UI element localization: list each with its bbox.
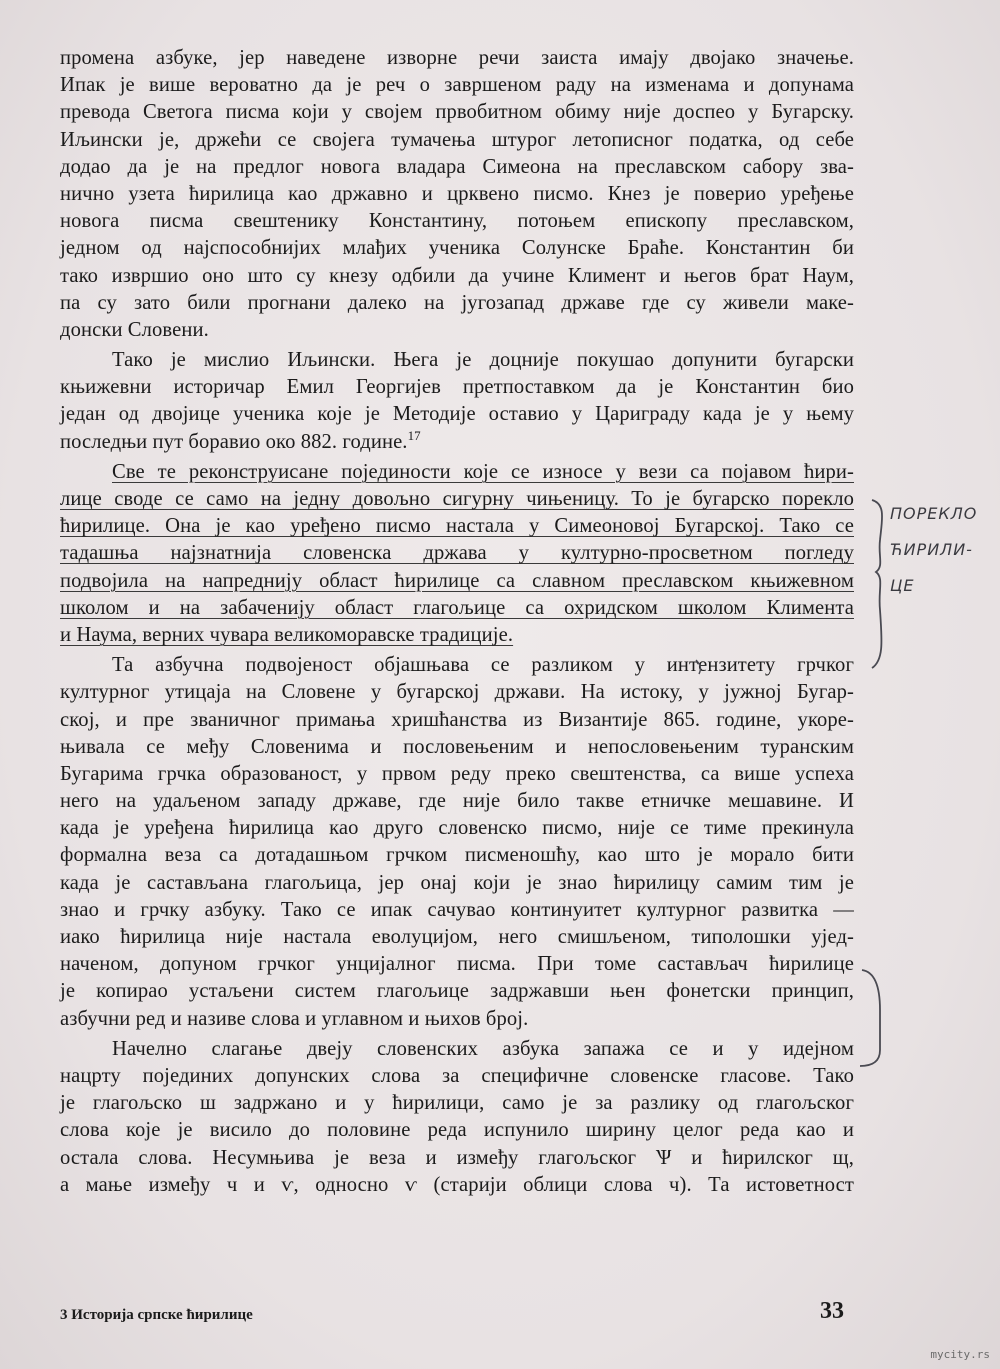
- paragraph-5: [60, 1036, 854, 1199]
- text-line: један од двојице ученика које је Методије оставио у Цариграду када је у њему: [60, 403, 854, 426]
- text-line: школом и на забаченију област глагољице са охридском школом Климента: [60, 596, 854, 619]
- text-line: и Наума, верних чувара великоморавске традиције.: [60, 623, 514, 646]
- text-line: слова које је висило до половине реда испунило ширину целог реда као и: [60, 1119, 854, 1142]
- margin-note-line: ПОРЕКЛО: [890, 504, 978, 523]
- paragraph-2: [60, 347, 854, 456]
- text-line: једном од најспособнијих млађих ученика Солунске Браће. Константин би: [60, 237, 854, 260]
- text-line: њивала се међу Словенима и пословењеним и непословењеним туранским: [60, 735, 854, 758]
- text-line: тадашња најзнатнија словенска држава у културно-просветном погледу: [60, 542, 854, 565]
- text-line: је глагољско ш задржано и у ћирилици, само је за разлику од глагољског: [60, 1092, 854, 1115]
- text-line: књижевни историчар Емил Георгијев претпоставком да је Константин био: [60, 376, 854, 399]
- watermark: mycity.rs: [930, 1348, 990, 1361]
- text-line: Тако је мислио Иљински. Њега је доцније покушао допунити бугарски: [112, 349, 854, 372]
- text-line: тако извршио оно што су кнезу одбили да учине Климент и његов брат Наум,: [60, 264, 854, 287]
- page-number: 33: [820, 1298, 844, 1324]
- text-line: подвојила на напреднију област ћирилице са славном преславском књижевном: [60, 569, 854, 592]
- text-line: новога писма свештенику Константину, потоњем епископу преславском,: [60, 210, 854, 233]
- text-line: превода Светога писма који у својем првобитном обиму није доспео у Бугарску.: [60, 101, 854, 124]
- bracket-lower: [860, 970, 880, 1066]
- paragraph-1: [60, 45, 854, 344]
- margin-note-line: ЋИРИЛИ-: [890, 540, 973, 559]
- text-line: Иљински је, држећи се својега тумачења штурог летописног податка, од себе: [60, 128, 854, 151]
- text-line: Све те реконструисане појединости које се износе у вези са појавом ћири-: [112, 460, 854, 483]
- text-line: знао и грчку азбуку. Тако се ипак сачувао континуитет културног развитка —: [60, 898, 854, 921]
- text-line: него на удаљеном западу државе, где није било такве етничке мешавине. И: [60, 790, 854, 813]
- footnote-marker: 17: [407, 427, 421, 443]
- text-line: последњи пут боравио око 882. године.: [60, 430, 408, 453]
- curly-brace-upper: [872, 500, 882, 668]
- text-line: нацрту појединих допунских слова за специфичне словенске гласове. Тако: [60, 1064, 854, 1087]
- text-line: када је састављана глагољица, јер онај који је знао ћирилицу самим тим је: [60, 871, 854, 894]
- text-line: Бугарима грчка образованост, у првом реду преко свештенства, са више успеха: [60, 762, 854, 785]
- text-line: Та азбучна подвојеност објашњава се разликом у интензитету грчког: [112, 654, 854, 677]
- margin-note: [890, 496, 998, 604]
- text-line: наченом, допуном грчког унцијалног писма. При томе састављач ћирилице: [60, 953, 854, 976]
- text-line: лице своде се само на једну довољно сигурну чињеницу. То је бугарско порекло: [60, 488, 854, 510]
- text-line-with-footnote: [60, 429, 854, 456]
- text-line: промена азбуке, јер наведене изворне речи заиста имају двојако значење.: [60, 47, 854, 69]
- paragraph-3-underlined: [60, 459, 854, 649]
- text-line: формална веза са дотадашњом грчком писменошћу, као што је морало бити: [60, 844, 854, 867]
- text-line: азбучни ред и називе слова и углавном и њихов број.: [60, 1007, 529, 1030]
- text-line: па су зато били прогнани далеко на југозапад државе где су живели маке-: [60, 291, 854, 314]
- text-line: културног утицаја на Словене у бугарској држави. На истоку, у јужној Бугар-: [60, 681, 854, 704]
- text-line: Ипак је више вероватно да је реч о завршеном раду на изменама и допунама: [60, 74, 854, 97]
- text-line: остала слова. Несумњива је веза и између глагољског Ѱ и ћирилског щ,: [60, 1146, 854, 1169]
- text-line: је копирао устаљени систем глагољице задржавши њен фонетски принцип,: [60, 980, 854, 1003]
- text-line: нично узета ћирилица као државно и црквено писмо. Кнез је поверио уређење: [60, 182, 854, 205]
- text-line: када је уређена ћирилица као друго словенско писмо, није се тиме прекинула: [60, 817, 854, 840]
- text-line: донски Словени.: [60, 318, 209, 341]
- body-text: [60, 45, 854, 1199]
- text-line: Начелно слагање двеју словенских азбука запажа се и у идејном: [112, 1037, 854, 1060]
- text-line: иако ћирилица није настала еволуцијом, него смишљеном, типолошки ујед-: [60, 926, 854, 948]
- text-line: а мање између ч и ѵ, односно ѵ (старији облици слова ч). Та истоветност: [60, 1173, 854, 1196]
- text-line: додао да је на предлог новога владара Симеона на преславском сабору зва-: [60, 155, 854, 178]
- text-line: ћирилице. Она је као уређено писмо настала у Симеоновој Бугарској. Тако се: [60, 515, 854, 538]
- margin-note-line: ЦЕ: [890, 576, 915, 595]
- paragraph-4: [60, 652, 854, 1033]
- running-footer: 3 Историја српске ћирилице: [60, 1307, 253, 1323]
- text-line: ској, и пре званичног примања хришћанства из Византије 865. године, укоре-: [60, 708, 854, 731]
